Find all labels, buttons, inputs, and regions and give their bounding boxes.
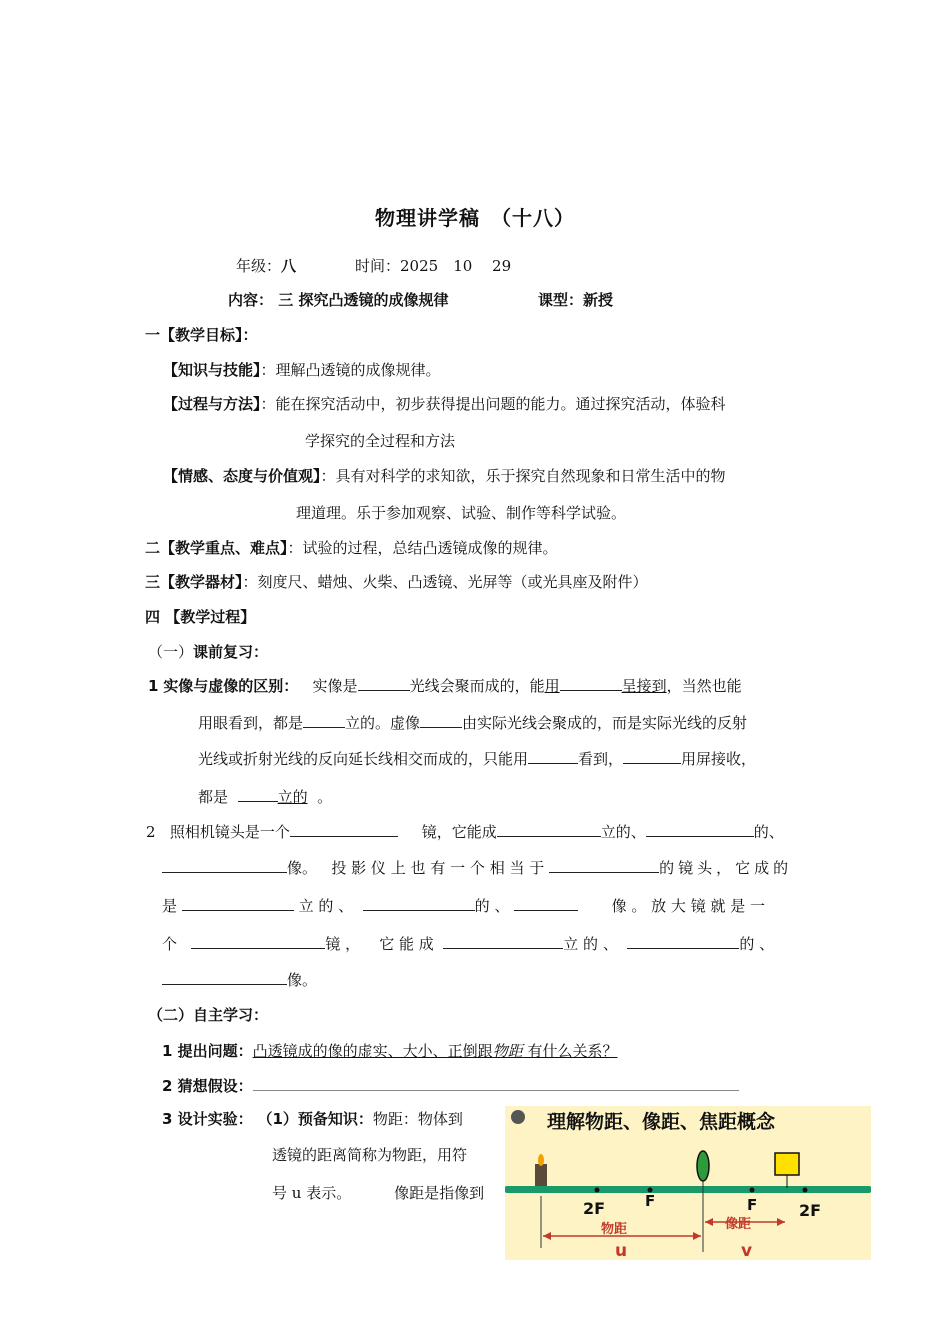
q2-blank-9[interactable] (191, 934, 325, 949)
object-distance-symbol: u (615, 1241, 628, 1260)
q2-line4-e: 的 、 (739, 935, 775, 953)
image-distance-label: 像距 (725, 1217, 752, 1232)
section-2-heading: 二【教学重点、难点】 (145, 539, 288, 557)
focal-point-f-right (750, 1188, 755, 1193)
q2-line3-c: 的 、 (474, 897, 510, 915)
q2-line2-word: 一 (450, 859, 466, 877)
q1-line4-a: 都是 (198, 788, 229, 806)
q1-text-b: 光线会聚而成的，能 (409, 677, 545, 695)
q2-line-1 (146, 821, 784, 842)
q2-blank-4[interactable] (162, 858, 287, 873)
q1-line-1 (148, 675, 742, 696)
review-heading-text: 课前复习： (193, 643, 269, 661)
q2-line2-word: 有 (430, 859, 446, 877)
self-p2 (162, 1075, 739, 1096)
q1-line4-c: 。 (317, 788, 333, 806)
lens-concept-figure (505, 1106, 871, 1260)
section-2-text: ：试验的过程，总结凸透镜成像的规律。 (287, 539, 558, 557)
q2-text-d: 的、 (753, 823, 784, 841)
q1-blank-1[interactable] (358, 676, 410, 691)
q1-label: 实像与虚像的区别： (163, 677, 299, 695)
q1-line3-b: 看到， (578, 750, 624, 768)
arrow-head (705, 1218, 713, 1226)
q1-number: 1 (148, 677, 159, 695)
optical-axis (505, 1186, 871, 1193)
q2-blank-10[interactable] (443, 934, 563, 949)
q2-line3-a: 是 (162, 897, 178, 915)
process-text-1: ：能在探究活动中，初步获得提出问题的能力。通过探究活动，体验科 (260, 395, 726, 413)
q1-blank-2[interactable] (560, 676, 622, 691)
review-heading-prefix: （一） (148, 643, 194, 661)
self-p3-text-2: 透镜的距离简称为物距，用符 (272, 1146, 468, 1164)
process-text-2: 学探究的全过程和方法 (305, 432, 456, 450)
q2-blank-2[interactable] (497, 822, 601, 837)
self-p3-text-3b: 像距是指像到 (394, 1184, 485, 1202)
label-f-left: F (645, 1192, 656, 1210)
self-p3-text-3a: 号 u 表示。 (272, 1184, 352, 1202)
emotion-text-1: ：具有对科学的求知欲，乐于探究自然现象和日常生活中的物 (320, 467, 726, 485)
page-title: 物理讲学稿 （十八） (375, 206, 575, 230)
lens-diagram (505, 1106, 871, 1260)
type-label: 课型： (538, 291, 584, 309)
q1-blank-4[interactable] (420, 713, 462, 728)
content-value: 三 探究凸透镜的成像规律 (278, 291, 449, 309)
process-label: 【过程与方法】 (163, 395, 261, 413)
slide-icon (511, 1110, 525, 1124)
grade-line (236, 255, 296, 276)
q2-line2-word: 也 (410, 859, 426, 877)
q2-blank-12[interactable] (162, 970, 287, 985)
q2-line4-d: 立 的 、 (563, 935, 618, 953)
convex-lens (697, 1151, 709, 1181)
q2-line3-d: 像 。 放 大 镜 就 是 一 (611, 897, 766, 915)
q1-line3-a: 光线或折射光线的反向延长线相交而成的，只能用 (198, 750, 529, 768)
label-2f-right: 2F (799, 1201, 822, 1220)
section-2 (145, 537, 558, 558)
review-heading (148, 641, 268, 662)
process-line (163, 393, 726, 414)
q2-line2-end: 的镜头，它成的 (659, 859, 793, 877)
q2-line2-word: 影 (351, 859, 367, 877)
q2-line2-word: 于 (529, 859, 545, 877)
q1-line-3 (198, 748, 756, 769)
q2-line4-a: 个 (162, 935, 178, 953)
q2-line2-word: 像。 (287, 859, 318, 877)
q2-line-4 (162, 933, 774, 954)
q2-line2-word: 个 (469, 859, 485, 877)
type-line (538, 289, 613, 310)
q2-line2-word: 仪 (370, 859, 386, 877)
q2-blank-5[interactable] (549, 858, 659, 873)
self-p2-label: 2 猜想假设： (162, 1077, 253, 1095)
q2-line4-c: 它 能 成 (379, 935, 434, 953)
self-p1-text-c: 有什么关系？ (522, 1042, 618, 1060)
arrow-head (543, 1232, 551, 1240)
q1-blank-3[interactable] (303, 713, 345, 728)
section-3-text: ：刻度尺、蜡烛、火柴、凸透镜、光屏等（或光具座及附件） (242, 573, 648, 591)
q2-blank-1[interactable] (290, 822, 398, 837)
self-study-heading: （二）自主学习： (148, 1006, 269, 1024)
q1-text-c: 用 (544, 677, 560, 695)
self-p1-question (253, 1042, 618, 1060)
label-2f-left: 2F (583, 1199, 606, 1218)
time-label: 时间： (355, 257, 401, 275)
hypothesis-blank[interactable] (253, 1076, 739, 1091)
time-value: 2025 10 29 (400, 257, 512, 275)
q1-line4-b: 立的 (277, 788, 308, 806)
q2-text-b: 镜，它能成 (421, 823, 497, 841)
label-f-right: F (747, 1196, 758, 1214)
figure-title: 理解物距、像距、焦距概念 (547, 1111, 776, 1133)
section-4-heading: 四 【教学过程】 (145, 608, 256, 626)
content-label: 内容： (228, 291, 274, 309)
self-p1-text-a: 凸透镜成的像的虚实、大小、正倒跟 (252, 1042, 493, 1060)
knowledge-line (163, 359, 441, 380)
self-p3-sub: （1）预备知识： (257, 1110, 373, 1128)
q2-number: 2 (146, 823, 156, 841)
object-distance-label: 物距 (601, 1222, 628, 1237)
time-line (355, 255, 511, 276)
q2-line2-word: 当 (509, 859, 525, 877)
q1-blank-6[interactable] (623, 749, 681, 764)
self-p1-text-b: 物距 (492, 1042, 523, 1060)
q2-line5-text: 像。 (287, 971, 318, 989)
q1-line2-a: 用眼看到，都是 (198, 714, 304, 732)
q1-blank-7[interactable] (238, 787, 278, 802)
q1-text-a: 实像是 (312, 677, 358, 695)
grade-value: 八 (281, 257, 297, 275)
q2-blank-3[interactable] (646, 822, 754, 837)
focal-point-2f-right (803, 1188, 808, 1193)
content-line (228, 289, 448, 310)
self-p3 (162, 1108, 463, 1129)
q1-line-2 (198, 712, 747, 733)
q2-line2-word: 相 (489, 859, 505, 877)
grade-label: 年级： (236, 257, 282, 275)
arrow-head (693, 1232, 701, 1240)
section-3 (145, 571, 648, 592)
knowledge-text: ：理解凸透镜的成像规律。 (260, 361, 441, 379)
q2-line3-b: 立 的 、 (298, 897, 354, 915)
candle-flame (538, 1154, 544, 1166)
focal-point-2f-left (595, 1188, 600, 1193)
q2-blank-8[interactable] (514, 896, 578, 911)
q1-line3-c: 用屏接收， (681, 750, 757, 768)
q2-blank-7[interactable] (363, 896, 475, 911)
q2-line4-b: 镜 ， (325, 935, 361, 953)
self-p3-text-1: 物距：物体到 (372, 1110, 463, 1128)
q2-line2-word: 上 (390, 859, 406, 877)
self-p1-label: 1 提出问题： (162, 1042, 253, 1060)
emotion-label: 【情感、态度与价值观】 (163, 467, 321, 485)
q1-blank-5[interactable] (528, 749, 578, 764)
self-p1 (162, 1040, 617, 1061)
q2-text-a: 照相机镜头是一个 (169, 823, 290, 841)
section-1-heading: 一【教学目标】： (145, 326, 258, 344)
q1-line2-c: 由实际光线会聚成的，而是实际光线的反射 (462, 714, 748, 732)
emotion-text-2: 理道理。乐于参加观察、试验、制作等科学试验。 (296, 504, 627, 522)
q2-line2-word: 投 (331, 859, 347, 877)
q2-line-3 (162, 895, 765, 916)
self-p3-label: 3 设计实验： (162, 1110, 253, 1128)
q2-blank-6[interactable] (182, 896, 294, 911)
self-p3-line-3 (272, 1182, 484, 1203)
image-distance-symbol: v (741, 1241, 753, 1260)
q2-line-2 (162, 857, 792, 878)
type-value: 新授 (583, 291, 614, 309)
section-3-heading: 三【教学器材】 (145, 573, 243, 591)
arrow-head (777, 1218, 785, 1226)
q2-text-c: 立的、 (600, 823, 646, 841)
image-box (775, 1153, 799, 1175)
knowledge-label: 【知识与技能】 (163, 361, 261, 379)
q2-line-5 (162, 969, 317, 990)
q1-text-e: ，当然也能 (666, 677, 742, 695)
q1-line-4 (198, 786, 332, 807)
q1-text-d: 呈接到 (621, 677, 667, 695)
q1-line2-b: 立的。虚像 (345, 714, 421, 732)
emotion-line (163, 465, 726, 486)
q2-blank-11[interactable] (627, 934, 739, 949)
